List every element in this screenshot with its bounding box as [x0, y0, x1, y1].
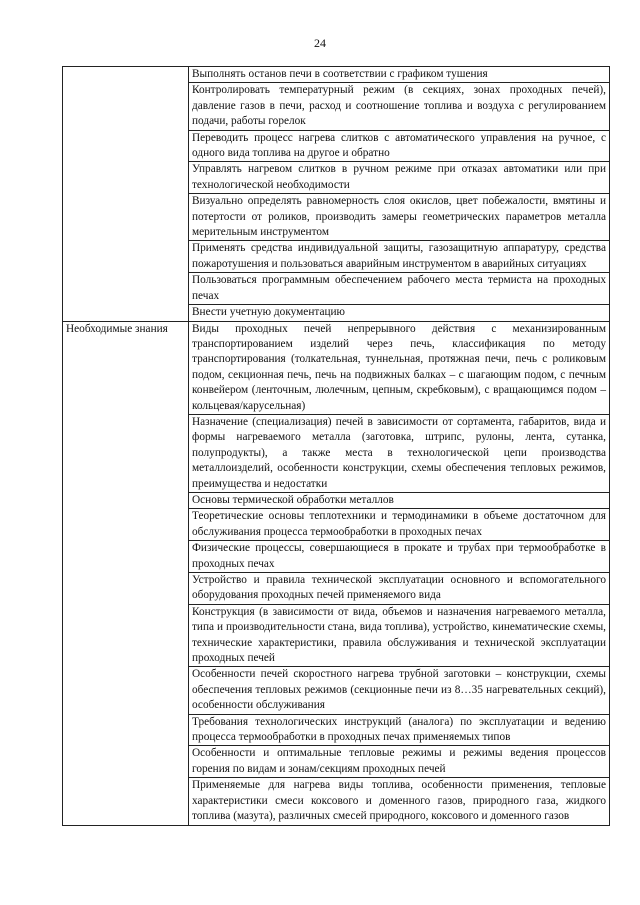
- table-cell: Визуально определять равномерность слоя окислов, цвет побежалости, вмятины и потертости от роликов, производить замеры геометрических параметров металла мерительным инструментом: [189, 194, 610, 241]
- table-row: [63, 321, 610, 414]
- table-cell: Применяемые для нагрева виды топлива, особенности применения, тепловые характеристики смеси коксового и доменного газов, природного газа, жидкого топлива (мазута), различных смесей природного, коксового и доменного газов: [189, 778, 610, 825]
- empty-label-cell: [63, 67, 189, 322]
- table-cell: Внести учетную документацию: [189, 305, 610, 321]
- table-cell: Конструкция (в зависимости от вида, объемов и назначения нагреваемого металла, типа и производительности стана, вида топлива), устройство, кинематические схемы, технические характеристики, правила обслуживания и технической эксплуатации проходных печей: [189, 604, 610, 667]
- table-row: [63, 67, 610, 83]
- requirements-table: [62, 66, 610, 826]
- table-cell: Виды проходных печей непрерывного действия с механизированным транспортированием изделий через печь, классификация по методу транспортирования (толкательная, туннельная, протяжная печи, печь с роликовым подом, секционная печь, печь на подвижных балках – с шагающим подом, с печным конвейером (ленточным, люлечным, цепным, скребковым), с вращающимся подом – кольцевая/карусельная): [189, 321, 610, 414]
- table-cell: Основы термической обработки металлов: [189, 492, 610, 508]
- section-label: Необходимые знания: [63, 321, 189, 825]
- table-cell: Устройство и правила технической эксплуатации основного и вспомогательного оборудования проходных печей применяемого вида: [189, 573, 610, 605]
- table-cell: Назначение (специализация) печей в зависимости от сортамента, габаритов, вида и формы нагреваемого металла (заготовка, штрипс, рулоны, лента, сутанка, полупродукты), а также места в технологической цепи производства металлоизделий, особенности конструкции, схемы обеспечения тепловых режимов, преимущества и недостатки: [189, 414, 610, 492]
- table-cell: Выполнять останов печи в соответствии с графиком тушения: [189, 67, 610, 83]
- table-cell: Требования технологических инструкций (аналога) по эксплуатации и ведению процесса термообработки в проходных печах применяемых типов: [189, 714, 610, 746]
- table-cell: Физические процессы, совершающиеся в прокате и трубах при термообработке в проходных печах: [189, 541, 610, 573]
- table-cell: Переводить процесс нагрева слитков с автоматического управления на ручное, с одного вида топлива на другое и обратно: [189, 130, 610, 162]
- table-cell: Применять средства индивидуальной защиты, газозащитную аппаратуру, средства пожаротушения и пользоваться аварийным инструментом в аварийных ситуациях: [189, 241, 610, 273]
- table-cell: Пользоваться программным обеспечением рабочего места термиста на проходных печах: [189, 273, 610, 305]
- table-cell: Особенности и оптимальные тепловые режимы и режимы ведения процессов горения по видам и зонам/секциям проходных печей: [189, 746, 610, 778]
- page-number: 24: [314, 36, 326, 50]
- table-cell: Контролировать температурный режим (в секциях, зонах проходных печей), давление газов в печи, расход и соотношение топлива и воздуха с регулированием подачи, работы горелок: [189, 83, 610, 130]
- table-cell: Особенности печей скоростного нагрева трубной заготовки – конструкции, схемы обеспечения тепловых режимов (секционные печи из 8…35 нагревательных секций), особенности обслуживания: [189, 667, 610, 714]
- table-cell: Управлять нагревом слитков в ручном режиме при отказах автоматики или при технологической необходимости: [189, 162, 610, 194]
- table-cell: Теоретические основы теплотехники и термодинамики в объеме достаточном для обслуживания процесса термообработки в проходных печах: [189, 509, 610, 541]
